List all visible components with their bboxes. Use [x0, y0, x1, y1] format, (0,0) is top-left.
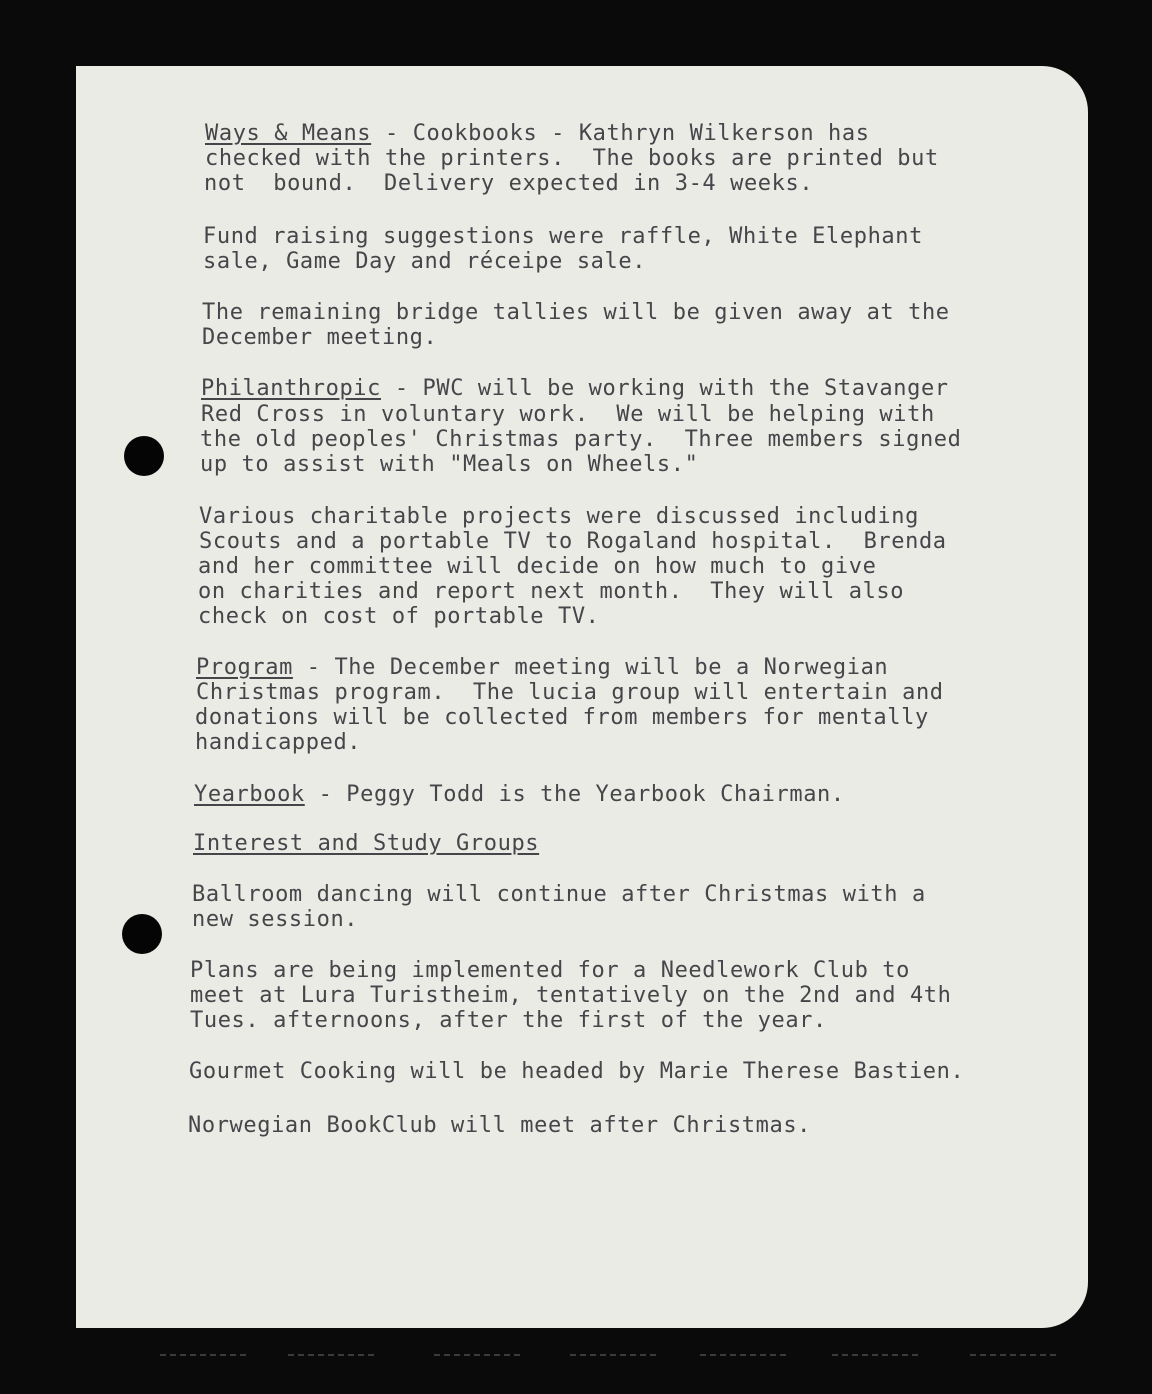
bridge-tallies-line-1: The remaining bridge tallies will be given away at the	[202, 300, 950, 325]
punch-hole-top	[124, 436, 164, 476]
edge-mark	[570, 1354, 656, 1360]
philanthropic-line-4: up to assist with "Meals on Wheels."	[200, 452, 699, 477]
program-line-2: Christmas program. The lucia group will entertain and	[196, 680, 944, 705]
edge-mark	[288, 1354, 374, 1360]
yearbook-heading: Yearbook	[194, 782, 305, 807]
edge-mark	[970, 1354, 1056, 1360]
charitable-line-3: and her committee will decide on how much to give	[198, 554, 877, 579]
charitable-line-1: Various charitable projects were discussed including	[199, 504, 919, 529]
ways-means-text-1: - Cookbooks - Kathryn Wilkerson has	[371, 121, 870, 146]
philanthropic-line-2: Red Cross in voluntary work. We will be helping with	[201, 402, 935, 427]
punch-hole-bottom	[122, 914, 162, 954]
fund-raising-line-1: Fund raising suggestions were raffle, White Elephant	[203, 224, 923, 249]
edge-mark	[160, 1354, 246, 1360]
charitable-line-4: on charities and report next month. They will also	[198, 579, 905, 604]
yearbook-text-1: - Peggy Todd is the Yearbook Chairman.	[304, 782, 845, 807]
program-line-4: handicapped.	[195, 730, 362, 755]
program-heading: Program	[196, 655, 293, 680]
ways-means-heading: Ways & Means	[205, 121, 372, 146]
philanthropic-line-1	[201, 376, 949, 401]
fund-raising-line-2: sale, Game Day and réceipe sale.	[203, 249, 647, 274]
edge-mark	[700, 1354, 786, 1360]
philanthropic-line-3: the old peoples' Christmas party. Three members signed	[200, 427, 962, 452]
program-text-1: - The December meeting will be a Norwegian	[292, 655, 889, 680]
edge-mark	[832, 1354, 918, 1360]
interest-groups-heading: Interest and Study Groups	[193, 831, 540, 856]
needlework-line-3: Tues. afternoons, after the first of the year.	[190, 1008, 827, 1033]
needlework-line-1: Plans are being implemented for a Needlework Club to	[190, 958, 910, 983]
scan-edge-marks	[160, 1354, 1060, 1362]
ways-means-line-1	[205, 121, 870, 146]
ballroom-line-1: Ballroom dancing will continue after Christmas with a	[192, 882, 926, 907]
interest-groups-line	[193, 831, 539, 856]
yearbook-line-1	[194, 782, 845, 807]
philanthropic-heading: Philanthropic	[201, 376, 381, 401]
philanthropic-text-1: - PWC will be working with the Stavanger	[381, 376, 949, 401]
charitable-line-2: Scouts and a portable TV to Rogaland hospital. Brenda	[199, 529, 947, 554]
bookclub-line-1: Norwegian BookClub will meet after Christmas.	[188, 1113, 812, 1138]
charitable-line-5: check on cost of portable TV.	[198, 604, 600, 629]
ballroom-line-2: new session.	[192, 907, 359, 932]
ways-means-line-2: checked with the printers. The books are printed but	[205, 146, 939, 171]
edge-mark	[434, 1354, 520, 1360]
ways-means-line-3: not bound. Delivery expected in 3-4 weeks.	[204, 171, 814, 196]
gourmet-line-1: Gourmet Cooking will be headed by Marie Therese Bastien.	[189, 1059, 965, 1084]
bridge-tallies-line-2: December meeting.	[202, 325, 438, 350]
program-line-3: donations will be collected from members for mentally	[195, 705, 929, 730]
needlework-line-2: meet at Lura Turistheim, tentatively on the 2nd and 4th	[190, 983, 952, 1008]
program-line-1	[196, 655, 888, 680]
